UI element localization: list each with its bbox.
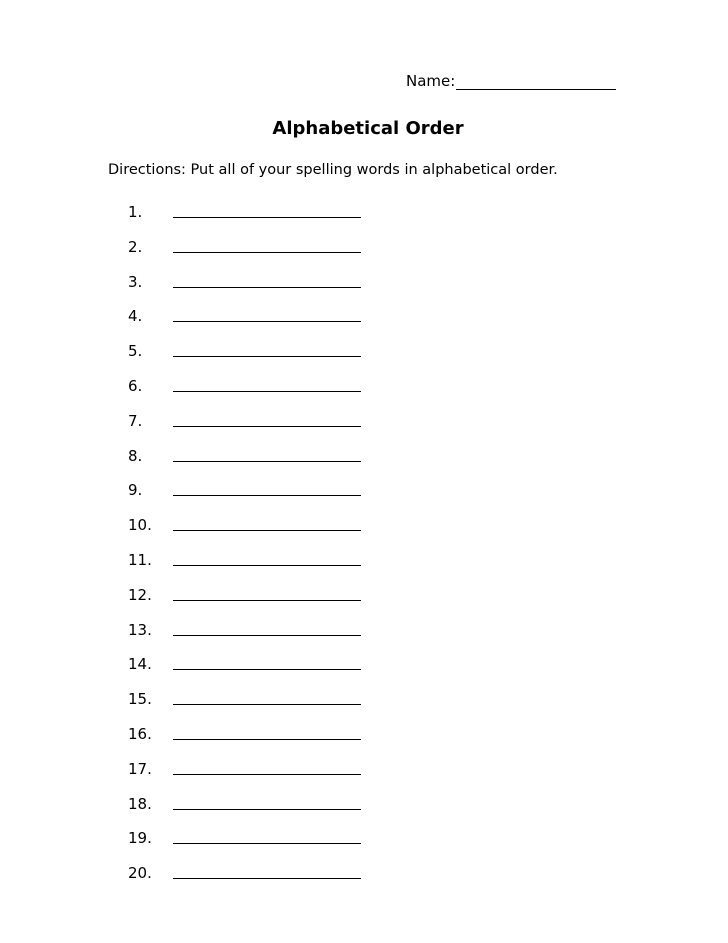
item-number: 20.	[128, 864, 152, 883]
list-item	[0, 373, 728, 403]
answer-blank-line[interactable]	[173, 356, 361, 357]
answer-blank-line[interactable]	[173, 321, 361, 322]
list-item	[0, 651, 728, 681]
list-item	[0, 582, 728, 612]
list-item	[0, 269, 728, 299]
item-number: 12.	[128, 585, 152, 604]
item-number: 13.	[128, 620, 152, 639]
item-number: 1.	[128, 203, 143, 221]
item-number: 7.	[128, 411, 143, 430]
item-number: 8.	[128, 446, 143, 465]
worksheet-title: Alphabetical Order	[272, 118, 464, 139]
answer-blank-line[interactable]	[173, 878, 361, 879]
answer-blank-line[interactable]	[173, 774, 361, 775]
answer-blank-line[interactable]	[173, 843, 361, 844]
answer-blank-line[interactable]	[173, 635, 361, 636]
list-item	[0, 408, 728, 438]
answer-blank-line[interactable]	[173, 809, 361, 810]
answer-blank-line[interactable]	[173, 530, 361, 531]
item-number: 11.	[128, 551, 152, 569]
list-item	[0, 686, 728, 716]
answer-blank-line[interactable]	[173, 704, 361, 705]
item-number: 17.	[128, 759, 152, 778]
answer-blank-line[interactable]	[173, 217, 361, 218]
item-number: 15.	[128, 690, 152, 709]
answer-blank-line[interactable]	[173, 461, 361, 462]
list-item	[0, 756, 728, 786]
answer-blank-line[interactable]	[173, 565, 361, 566]
list-item	[0, 825, 728, 855]
list-item	[0, 477, 728, 507]
item-number: 10.	[128, 516, 152, 535]
item-number: 5.	[128, 342, 143, 361]
list-item	[0, 512, 728, 542]
name-blank-line[interactable]	[456, 73, 616, 90]
list-item	[0, 199, 728, 229]
answer-blank-line[interactable]	[173, 391, 361, 392]
directions-text: Directions: Put all of your spelling words in alphabetical order.	[108, 162, 558, 178]
list-item	[0, 860, 728, 890]
list-item	[0, 791, 728, 821]
answer-blank-line[interactable]	[173, 252, 361, 253]
item-number: 3.	[128, 272, 143, 291]
item-number: 4.	[128, 307, 143, 326]
item-number: 9.	[128, 481, 143, 500]
answer-blank-line[interactable]	[173, 739, 361, 740]
item-number: 18.	[128, 794, 152, 813]
answer-blank-line[interactable]	[173, 426, 361, 427]
answer-blank-line[interactable]	[173, 287, 361, 288]
answer-blank-line[interactable]	[173, 495, 361, 496]
answer-blank-line[interactable]	[173, 600, 361, 601]
list-item	[0, 443, 728, 473]
item-number: 19.	[128, 829, 152, 848]
list-item	[0, 303, 728, 333]
item-number: 6.	[128, 377, 143, 395]
answer-blank-line[interactable]	[173, 669, 361, 670]
list-item	[0, 547, 728, 577]
list-item	[0, 721, 728, 751]
name-field	[406, 72, 616, 90]
item-number: 14.	[128, 655, 152, 674]
list-item	[0, 338, 728, 368]
item-number: 2.	[128, 237, 143, 256]
name-label: Name:	[406, 72, 456, 90]
list-item	[0, 234, 728, 264]
list-item	[0, 617, 728, 647]
item-number: 16.	[128, 725, 152, 743]
